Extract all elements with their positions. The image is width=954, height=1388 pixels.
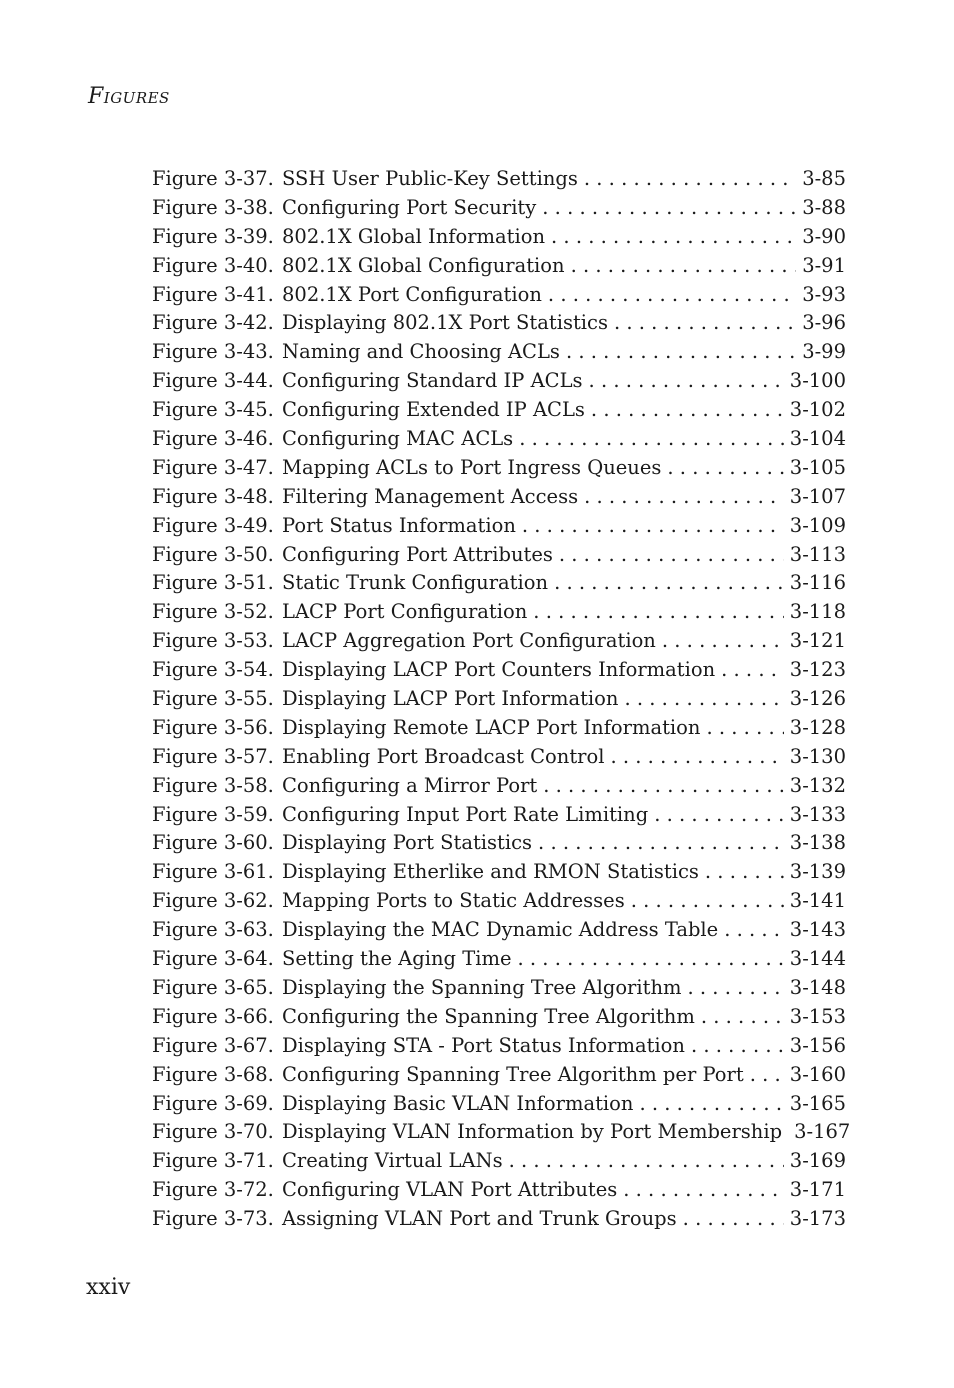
figure-title: Assigning VLAN Port and Trunk Groups	[282, 1207, 677, 1231]
figure-number: Figure 3-54.	[152, 658, 274, 682]
running-header: Figures	[88, 84, 170, 109]
figure-list	[152, 167, 851, 1236]
page-reference: 3-130	[789, 744, 846, 768]
toc-entry	[152, 1207, 846, 1236]
toc-entry	[152, 456, 846, 485]
dot-leader	[705, 860, 784, 883]
figure-number: Figure 3-45.	[152, 398, 274, 422]
page-reference: 3-123	[789, 658, 846, 682]
figure-title: Configuring Port Attributes	[282, 542, 553, 566]
page-reference: 3-144	[789, 947, 846, 971]
figure-title: Configuring Spanning Tree Algorithm per Port	[282, 1062, 744, 1086]
dot-leader	[701, 1005, 784, 1028]
toc-entry	[152, 311, 846, 340]
figure-title: Configuring VLAN Port Attributes	[282, 1178, 618, 1202]
figure-number: Figure 3-44.	[152, 369, 274, 393]
figure-title: Displaying 802.1X Port Statistics	[282, 311, 608, 335]
toc-entry	[152, 543, 846, 572]
figure-title: Setting the Aging Time	[282, 947, 512, 971]
page-reference: 3-109	[789, 513, 846, 537]
page-reference: 3-107	[789, 484, 846, 508]
dot-leader	[691, 1034, 784, 1057]
dot-leader	[538, 831, 784, 854]
dot-leader	[571, 254, 797, 277]
toc-entry	[152, 1005, 846, 1034]
dot-leader	[584, 485, 784, 508]
figure-number: Figure 3-63.	[152, 918, 274, 942]
figure-number: Figure 3-51.	[152, 571, 274, 595]
figure-number: Figure 3-70.	[152, 1120, 274, 1144]
figure-number: Figure 3-61.	[152, 860, 274, 884]
page-reference: 3-153	[789, 1004, 846, 1028]
page-reference: 3-104	[789, 427, 846, 451]
figure-title: Port Status Information	[282, 513, 516, 537]
page-reference: 3-96	[802, 311, 846, 335]
figure-number: Figure 3-47.	[152, 455, 274, 479]
figure-title: Mapping Ports to Static Addresses	[282, 889, 625, 913]
toc-entry	[152, 398, 846, 427]
page-reference: 3-99	[802, 340, 846, 364]
toc-entry	[152, 658, 846, 687]
page-reference: 3-118	[789, 600, 846, 624]
figure-number: Figure 3-60.	[152, 831, 274, 855]
page-reference: 3-100	[789, 369, 846, 393]
page-reference: 3-88	[802, 195, 846, 219]
toc-entry	[152, 514, 846, 543]
figure-title: Configuring Extended IP ACLs	[282, 398, 585, 422]
figure-title: Displaying Basic VLAN Information	[282, 1091, 634, 1115]
toc-entry	[152, 1149, 846, 1178]
page-reference: 3-90	[802, 224, 846, 248]
dot-leader	[750, 1063, 784, 1086]
dot-leader	[688, 976, 784, 999]
dot-leader	[559, 543, 784, 566]
dot-leader	[639, 1092, 783, 1115]
toc-entry	[152, 687, 846, 716]
figure-title: 802.1X Port Configuration	[282, 282, 542, 306]
dot-leader	[543, 774, 784, 797]
toc-entry	[152, 1120, 851, 1149]
figure-number: Figure 3-46.	[152, 427, 274, 451]
figure-title: LACP Port Configuration	[282, 600, 528, 624]
dot-leader	[624, 687, 783, 710]
figure-title: Configuring Standard IP ACLs	[282, 369, 583, 393]
dot-leader	[610, 745, 783, 768]
figure-title: Displaying the Spanning Tree Algorithm	[282, 975, 682, 999]
page-reference: 3-141	[789, 889, 846, 913]
figure-number: Figure 3-58.	[152, 773, 274, 797]
page-reference: 3-139	[789, 860, 846, 884]
figure-number: Figure 3-48.	[152, 484, 274, 508]
page-reference: 3-91	[802, 253, 846, 277]
figure-number: Figure 3-42.	[152, 311, 274, 335]
toc-entry	[152, 427, 846, 456]
dot-leader	[589, 369, 784, 392]
dot-leader	[654, 803, 784, 826]
figure-number: Figure 3-55.	[152, 687, 274, 711]
toc-entry	[152, 947, 846, 976]
figure-number: Figure 3-71.	[152, 1149, 274, 1173]
toc-entry	[152, 340, 846, 369]
page-reference: 3-160	[789, 1062, 846, 1086]
figure-title: Enabling Port Broadcast Control	[282, 744, 605, 768]
page-reference: 3-138	[789, 831, 846, 855]
toc-entry	[152, 167, 846, 196]
figure-title: Displaying LACP Port Information	[282, 687, 619, 711]
toc-entry	[152, 1092, 846, 1121]
figure-number: Figure 3-64.	[152, 947, 274, 971]
toc-entry	[152, 196, 846, 225]
figure-title: Static Trunk Configuration	[282, 571, 549, 595]
dot-leader	[509, 1149, 784, 1172]
figure-title: Configuring a Mirror Port	[282, 773, 538, 797]
figure-title: LACP Aggregation Port Configuration	[282, 629, 656, 653]
figure-title: SSH User Public-Key Settings	[282, 167, 578, 190]
figure-number: Figure 3-65.	[152, 975, 274, 999]
figure-number: Figure 3-40.	[152, 253, 274, 277]
dot-leader	[623, 1178, 784, 1201]
dot-leader	[614, 311, 796, 334]
figure-number: Figure 3-68.	[152, 1062, 274, 1086]
figure-title: Creating Virtual LANs	[282, 1149, 503, 1173]
dot-leader	[584, 167, 796, 190]
figure-title: Configuring the Spanning Tree Algorithm	[282, 1004, 695, 1028]
toc-entry	[152, 225, 846, 254]
figure-number: Figure 3-62.	[152, 889, 274, 913]
page-reference: 3-128	[789, 715, 846, 739]
toc-entry	[152, 571, 846, 600]
page-reference: 3-102	[789, 398, 846, 422]
figure-number: Figure 3-72.	[152, 1178, 274, 1202]
toc-entry	[152, 803, 846, 832]
toc-entry	[152, 1178, 846, 1207]
page-reference: 3-121	[789, 629, 846, 653]
figure-title: Displaying LACP Port Counters Information	[282, 658, 716, 682]
dot-leader	[706, 716, 783, 739]
figure-number: Figure 3-38.	[152, 195, 274, 219]
figure-title: Mapping ACLs to Port Ingress Queues	[282, 455, 662, 479]
figure-number: Figure 3-37.	[152, 167, 274, 190]
dot-leader	[566, 340, 796, 363]
figure-title: Displaying VLAN Information by Port Membership	[282, 1120, 783, 1144]
figure-number: Figure 3-53.	[152, 629, 274, 653]
page-reference: 3-143	[789, 918, 846, 942]
dot-leader	[533, 600, 783, 623]
toc-entry	[152, 485, 846, 514]
page-reference: 3-85	[802, 167, 846, 190]
dot-leader	[721, 658, 784, 681]
toc-entry	[152, 774, 846, 803]
page-reference: 3-126	[789, 687, 846, 711]
dot-leader	[551, 225, 796, 248]
figure-title: Naming and Choosing ACLs	[282, 340, 560, 364]
page-reference: 3-167	[794, 1120, 851, 1144]
toc-entry	[152, 1063, 846, 1092]
dot-leader	[667, 456, 783, 479]
toc-entry	[152, 629, 846, 658]
figure-title: Configuring MAC ACLs	[282, 427, 514, 451]
page-reference: 3-171	[789, 1178, 846, 1202]
dot-leader	[591, 398, 784, 421]
figure-title: 802.1X Global Information	[282, 224, 546, 248]
page-reference: 3-156	[789, 1033, 846, 1057]
page-reference: 3-113	[789, 542, 846, 566]
figure-number: Figure 3-50.	[152, 542, 274, 566]
toc-entry	[152, 600, 846, 629]
figure-number: Figure 3-59.	[152, 802, 274, 826]
page-reference: 3-169	[789, 1149, 846, 1173]
page-reference: 3-173	[789, 1207, 846, 1231]
figure-title: Configuring Input Port Rate Limiting	[282, 802, 649, 826]
dot-leader	[724, 918, 784, 941]
page-reference: 3-93	[802, 282, 846, 306]
dot-leader	[522, 514, 784, 537]
figure-number: Figure 3-39.	[152, 224, 274, 248]
dot-leader	[548, 283, 796, 306]
dot-leader	[631, 889, 784, 912]
toc-entry	[152, 254, 846, 283]
figure-number: Figure 3-52.	[152, 600, 274, 624]
figure-number: Figure 3-41.	[152, 282, 274, 306]
toc-entry	[152, 745, 846, 774]
figure-number: Figure 3-73.	[152, 1207, 274, 1231]
figure-number: Figure 3-66.	[152, 1004, 274, 1028]
figure-title: Displaying Port Statistics	[282, 831, 533, 855]
page-reference: 3-133	[789, 802, 846, 826]
figure-number: Figure 3-56.	[152, 715, 274, 739]
figure-number: Figure 3-57.	[152, 744, 274, 768]
dot-leader	[518, 947, 784, 970]
toc-entry	[152, 976, 846, 1005]
figure-title: Displaying STA - Port Status Information	[282, 1033, 685, 1057]
toc-entry	[152, 369, 846, 398]
figure-title: Displaying Remote LACP Port Information	[282, 715, 701, 739]
toc-entry	[152, 1034, 846, 1063]
toc-entry	[152, 860, 846, 889]
dot-leader	[662, 629, 784, 652]
page-reference: 3-132	[789, 773, 846, 797]
dot-leader	[554, 571, 784, 594]
page-reference: 3-165	[789, 1091, 846, 1115]
figure-title: Displaying Etherlike and RMON Statistics	[282, 860, 699, 884]
dot-leader	[683, 1207, 784, 1230]
toc-entry	[152, 918, 846, 947]
toc-entry	[152, 889, 846, 918]
page-reference: 3-148	[789, 975, 846, 999]
figure-number: Figure 3-43.	[152, 340, 274, 364]
figure-number: Figure 3-67.	[152, 1033, 274, 1057]
figure-title: 802.1X Global Configuration	[282, 253, 565, 277]
figure-title: Filtering Management Access	[282, 484, 579, 508]
toc-entry	[152, 716, 846, 745]
toc-entry	[152, 283, 846, 312]
figure-title: Displaying the MAC Dynamic Address Table	[282, 918, 719, 942]
figure-title: Configuring Port Security	[282, 195, 537, 219]
figure-number: Figure 3-69.	[152, 1091, 274, 1115]
dot-leader	[542, 196, 796, 219]
figure-number: Figure 3-49.	[152, 513, 274, 537]
dot-leader	[519, 427, 784, 450]
page-reference: 3-116	[789, 571, 846, 595]
page-number: xxiv	[86, 1275, 131, 1300]
toc-entry	[152, 831, 846, 860]
page-reference: 3-105	[789, 455, 846, 479]
